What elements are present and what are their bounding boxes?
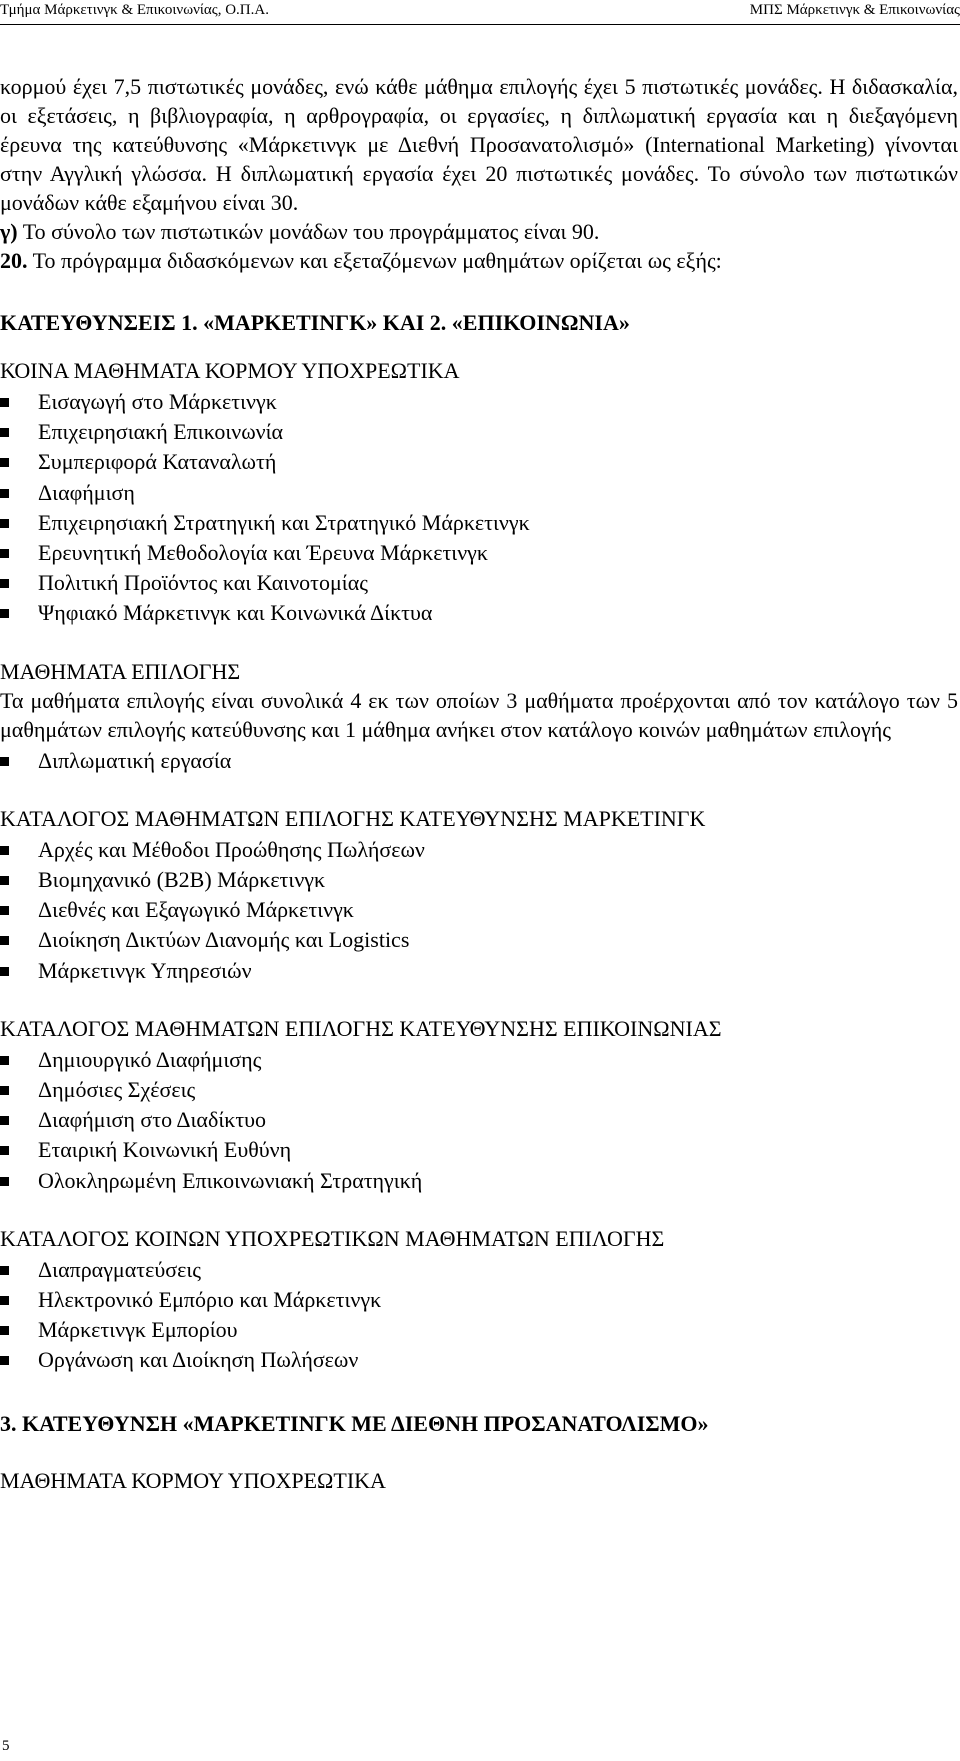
list-item [0, 865, 958, 895]
square-bullet-icon [0, 1086, 9, 1095]
marketing-electives-list [0, 835, 958, 986]
header-left: Τμήμα Μάρκετινγκ & Επικοινωνίας, Ο.Π.Α. [0, 2, 269, 18]
list-item-label: Διαφήμιση στο Διαδίκτυο [38, 1107, 267, 1133]
thesis-list [0, 746, 958, 776]
square-bullet-icon [0, 1177, 9, 1186]
square-bullet-icon [0, 1296, 9, 1305]
square-bullet-icon [0, 1356, 9, 1365]
header-right: ΜΠΣ Μάρκετινγκ & Επικοινωνίας [749, 2, 960, 18]
intro-paragraph: κορμού έχει 7,5 πιστωτικές μονάδες, ενώ κάθε μάθημα επιλογής έχει 5 πιστωτικές μονάδες. Η διδασκαλία, οι εξετάσεις, η βιβλιογραφία, η αρθρογραφία, οι εργασίες, η διπλωματική εργασία και η διεξαγόμενη έρευνα της κατεύθυνσης «Μάρκετινγκ με Διεθνή Προσανατολισμό» (International Marketing) γίνονται στην Αγγλική γλώσσα. Η διπλωματική εργασία έχει 20 πιστωτικές μονάδες. Το σύνολο των πιστωτικών μονάδων κάθε εξαμήνου είναι 30. [0, 74, 958, 215]
square-bullet-icon [0, 489, 9, 498]
list-item [0, 447, 958, 477]
list-item [0, 538, 958, 568]
list-item-label: Μάρκετινγκ Υπηρεσιών [38, 957, 252, 983]
list-item [0, 1075, 958, 1105]
gamma-text: Το σύνολο των πιστωτικών μονάδων του προγράμματος είναι 90. [17, 219, 600, 244]
list-item [0, 895, 958, 925]
list-item-label: Οργάνωση και Διοίκηση Πωλήσεων [38, 1347, 359, 1373]
square-bullet-icon [0, 549, 9, 558]
list-item [0, 1345, 958, 1375]
square-bullet-icon [0, 1326, 9, 1335]
list-item-label: Εταιρική Κοινωνική Ευθύνη [38, 1137, 292, 1163]
list-item [0, 1166, 958, 1196]
list-item-label: Επιχειρησιακή Στρατηγική και Στρατηγικό Μάρκετινγκ [38, 509, 530, 535]
square-bullet-icon [0, 579, 9, 588]
list-item-label: Πολιτική Προϊόντος και Καινοτομίας [38, 570, 368, 596]
square-bullet-icon [0, 1146, 9, 1155]
gamma-label: γ) [0, 219, 18, 244]
list-item [0, 746, 958, 776]
square-bullet-icon [0, 1266, 9, 1275]
list-item-label: Δημόσιες Σχέσεις [38, 1077, 196, 1103]
square-bullet-icon [0, 846, 9, 855]
section-12-title: ΚΑΤΕΥΘΥΝΣΕΙΣ 1. «ΜΑΡΚΕΤΙΝΓΚ» ΚΑΙ 2. «ΕΠΙΚΟΙΝΩΝΙΑ» [0, 310, 630, 335]
list-item [0, 1105, 958, 1135]
list-item-label: Ψηφιακό Μάρκετινγκ και Κοινωνικά Δίκτυα [38, 600, 433, 626]
square-bullet-icon [0, 936, 9, 945]
square-bullet-icon [0, 967, 9, 976]
square-bullet-icon [0, 428, 9, 437]
list-item [0, 1255, 958, 1285]
list-item [0, 1285, 958, 1315]
list-item-label: Διαφήμιση [38, 479, 135, 505]
list-item-label: Διοίκηση Δικτύων Διανομής και Logistics [38, 927, 410, 953]
square-bullet-icon [0, 757, 9, 766]
list-item [0, 956, 958, 986]
list-item-label: Ηλεκτρονικό Εμπόριο και Μάρκετινγκ [38, 1287, 382, 1313]
square-bullet-icon [0, 609, 9, 618]
list-item-label: Διπλωματική εργασία [38, 747, 232, 773]
list-item [0, 1135, 958, 1165]
page-header [0, 0, 960, 28]
list-item-label: Εισαγωγή στο Μάρκετινγκ [38, 389, 277, 414]
list-item-label: Δημιουργικό Διαφήμισης [38, 1046, 262, 1072]
point-20-line [0, 246, 958, 275]
gamma-line [0, 217, 958, 246]
square-bullet-icon [0, 519, 9, 528]
list-item [0, 478, 958, 508]
list-item-label: Μάρκετινγκ Εμπορίου [38, 1317, 238, 1343]
section-3-title: 3. ΚΑΤΕΥΘΥΝΣΗ «ΜΑΡΚΕΤΙΝΓΚ ΜΕ ΔΙΕΘΝΗ ΠΡΟΣΑΝΑΤΟΛΙΣΜΟ» [0, 1410, 709, 1436]
square-bullet-icon [0, 906, 9, 915]
communication-electives-list [0, 1045, 958, 1196]
point-20-text: Το πρόγραμμα διδασκόμενων και εξεταζόμενων μαθημάτων ορίζεται ως εξής: [27, 248, 722, 273]
electives-heading: ΜΑΘΗΜΑΤΑ ΕΠΙΛΟΓΗΣ [0, 658, 241, 684]
marketing-electives-heading: ΚΑΤΑΛΟΓΟΣ ΜΑΘΗΜΑΤΩΝ ΕΠΙΛΟΓΗΣ ΚΑΤΕΥΘΥΝΣΗΣ ΜΑΡΚΕΤΙΝΓΚ [0, 805, 706, 831]
list-item-label: Ολοκληρωμένη Επικοινωνιακή Στρατηγική [38, 1167, 423, 1193]
list-item [0, 1045, 958, 1075]
square-bullet-icon [0, 876, 9, 885]
document-body [0, 72, 958, 1495]
header-rule [0, 24, 960, 25]
core-courses-heading: ΚΟΙΝΑ ΜΑΘΗΜΑΤΑ ΚΟΡΜΟΥ ΥΠΟΧΡΕΩΤΙΚΑ [0, 358, 460, 383]
list-item [0, 1315, 958, 1345]
list-item-label: Διαπραγματεύσεις [38, 1256, 201, 1282]
common-electives-heading: ΚΑΤΑΛΟΓΟΣ ΚΟΙΝΩΝ ΥΠΟΧΡΕΩΤΙΚΩΝ ΜΑΘΗΜΑΤΩΝ ΕΠΙΛΟΓΗΣ [0, 1225, 665, 1251]
list-item [0, 387, 958, 417]
page-number: 5 [2, 1738, 10, 1754]
common-electives-list [0, 1255, 958, 1376]
square-bullet-icon [0, 458, 9, 467]
list-item-label: Αρχές και Μέθοδοι Προώθησης Πωλήσεων [38, 836, 425, 862]
electives-text: Τα μαθήματα επιλογής είναι συνολικά 4 εκ των οποίων 3 μαθήματα προέρχονται από τον κατάλογο των 5 μαθημάτων επιλογής κατεύθυνσης και 1 μάθημα ανήκει στον κατάλογο κοινών μαθημάτων επιλογής [0, 687, 958, 742]
core-courses-list [0, 387, 958, 629]
square-bullet-icon [0, 1056, 9, 1065]
list-item [0, 835, 958, 865]
list-item [0, 508, 958, 538]
list-item-label: Συμπεριφορά Καταναλωτή [38, 449, 277, 475]
list-item-label: Διεθνές και Εξαγωγικό Μάρκετινγκ [38, 897, 354, 923]
list-item-label: Βιομηχανικό (B2B) Μάρκετινγκ [38, 867, 326, 893]
square-bullet-icon [0, 398, 9, 407]
list-item [0, 417, 958, 447]
list-item [0, 598, 958, 628]
communication-electives-heading: ΚΑΤΑΛΟΓΟΣ ΜΑΘΗΜΑΤΩΝ ΕΠΙΛΟΓΗΣ ΚΑΤΕΥΘΥΝΣΗΣ ΕΠΙΚΟΙΝΩΝΙΑΣ [0, 1015, 722, 1041]
section-3-core-heading: ΜΑΘΗΜΑΤΑ ΚΟΡΜΟΥ ΥΠΟΧΡΕΩΤΙΚΑ [0, 1467, 386, 1493]
list-item-label: Επιχειρησιακή Επικοινωνία [38, 419, 284, 445]
list-item [0, 925, 958, 955]
square-bullet-icon [0, 1116, 9, 1125]
list-item [0, 568, 958, 598]
list-item-label: Ερευνητική Μεθοδολογία και Έρευνα Μάρκετινγκ [38, 540, 488, 566]
point-20-label: 20. [0, 248, 28, 273]
